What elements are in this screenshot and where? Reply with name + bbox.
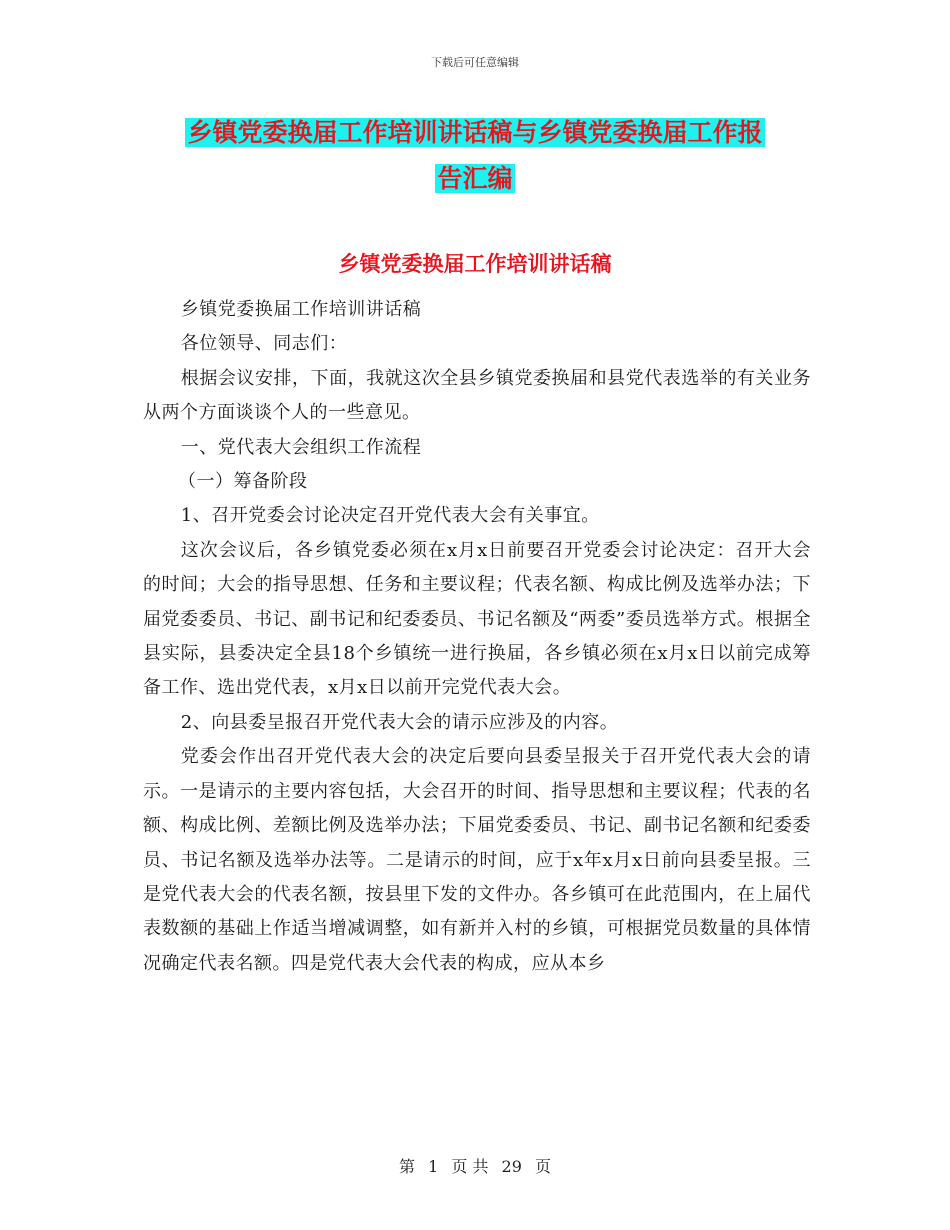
main-title-line2: 告汇编 (437, 164, 513, 193)
paragraph: 2、向县委呈报召开党代表大会的请示应涉及的内容。 (180, 711, 619, 733)
paragraph: 根据会议安排，下面，我就这次全县乡镇党委换届和县党代表选举的有关业务从两个方面谈谈个人的一些意见。 (143, 367, 811, 424)
paragraph: 1、召开党委会讨论决定召开党代表大会有关事宜。 (180, 505, 600, 527)
section-title: 乡镇党委换届工作培训讲话稿 (338, 252, 612, 276)
footer-middle: 页 共 (451, 1157, 489, 1176)
main-title-line1: 乡镇党委换届工作培训讲话稿与乡镇党委换届工作报 (187, 118, 763, 147)
document-body (143, 293, 811, 981)
header-note: 下载后可任意编辑 (431, 56, 519, 69)
footer-page-number: 1 (428, 1157, 439, 1176)
paragraph: 党委会作出召开党代表大会的决定后要向县委呈报关于召开党代表大会的请示。一是请示的主要内容包括，大会召开的时间、指导思想和主要议程；代表的名额、构成比例、差额比例及选举办法；下届党委委员、书记、副书记名额和纪委委员、书记名额及选举办法等。二是请示的时间，应于x年x月x日前向县委呈报。三是党代表大会的代表名额，按县里下发的文件办。各乡镇可在此范围内，在上届代表数额的基础上作适当增减调整，如有新并入村的乡镇，可根据党员数量的具体情况确定代表名额。四是党代表大会代表的构成，应从本乡 (143, 746, 811, 974)
paragraph: 乡镇党委换届工作培训讲话稿 (180, 299, 422, 320)
paragraph: 各位领导、同志们： (180, 333, 348, 355)
page-footer (0, 1154, 950, 1177)
paragraph: （一）筹备阶段 (178, 471, 308, 493)
footer-suffix: 页 (535, 1157, 552, 1176)
footer-prefix: 第 (398, 1157, 415, 1176)
paragraph: 这次会议后，各乡镇党委必须在x月x日前要召开党委会讨论决定：召开大会的时间；大会的指导思想、任务和主要议程；代表名额、构成比例及选举办法；下届党委委员、书记、副书记和纪委委员、书记名额及“两委”委员选举方式。根据全县实际，县委决定全县18个乡镇统一进行换届，各乡镇必须在x月x日以前完成筹备工作、选出党代表，x月x日以前开完党代表大会。 (143, 539, 811, 699)
footer-total-pages: 29 (501, 1157, 522, 1176)
main-title (140, 110, 810, 202)
paragraph: 一、党代表大会组织工作流程 (180, 436, 422, 458)
